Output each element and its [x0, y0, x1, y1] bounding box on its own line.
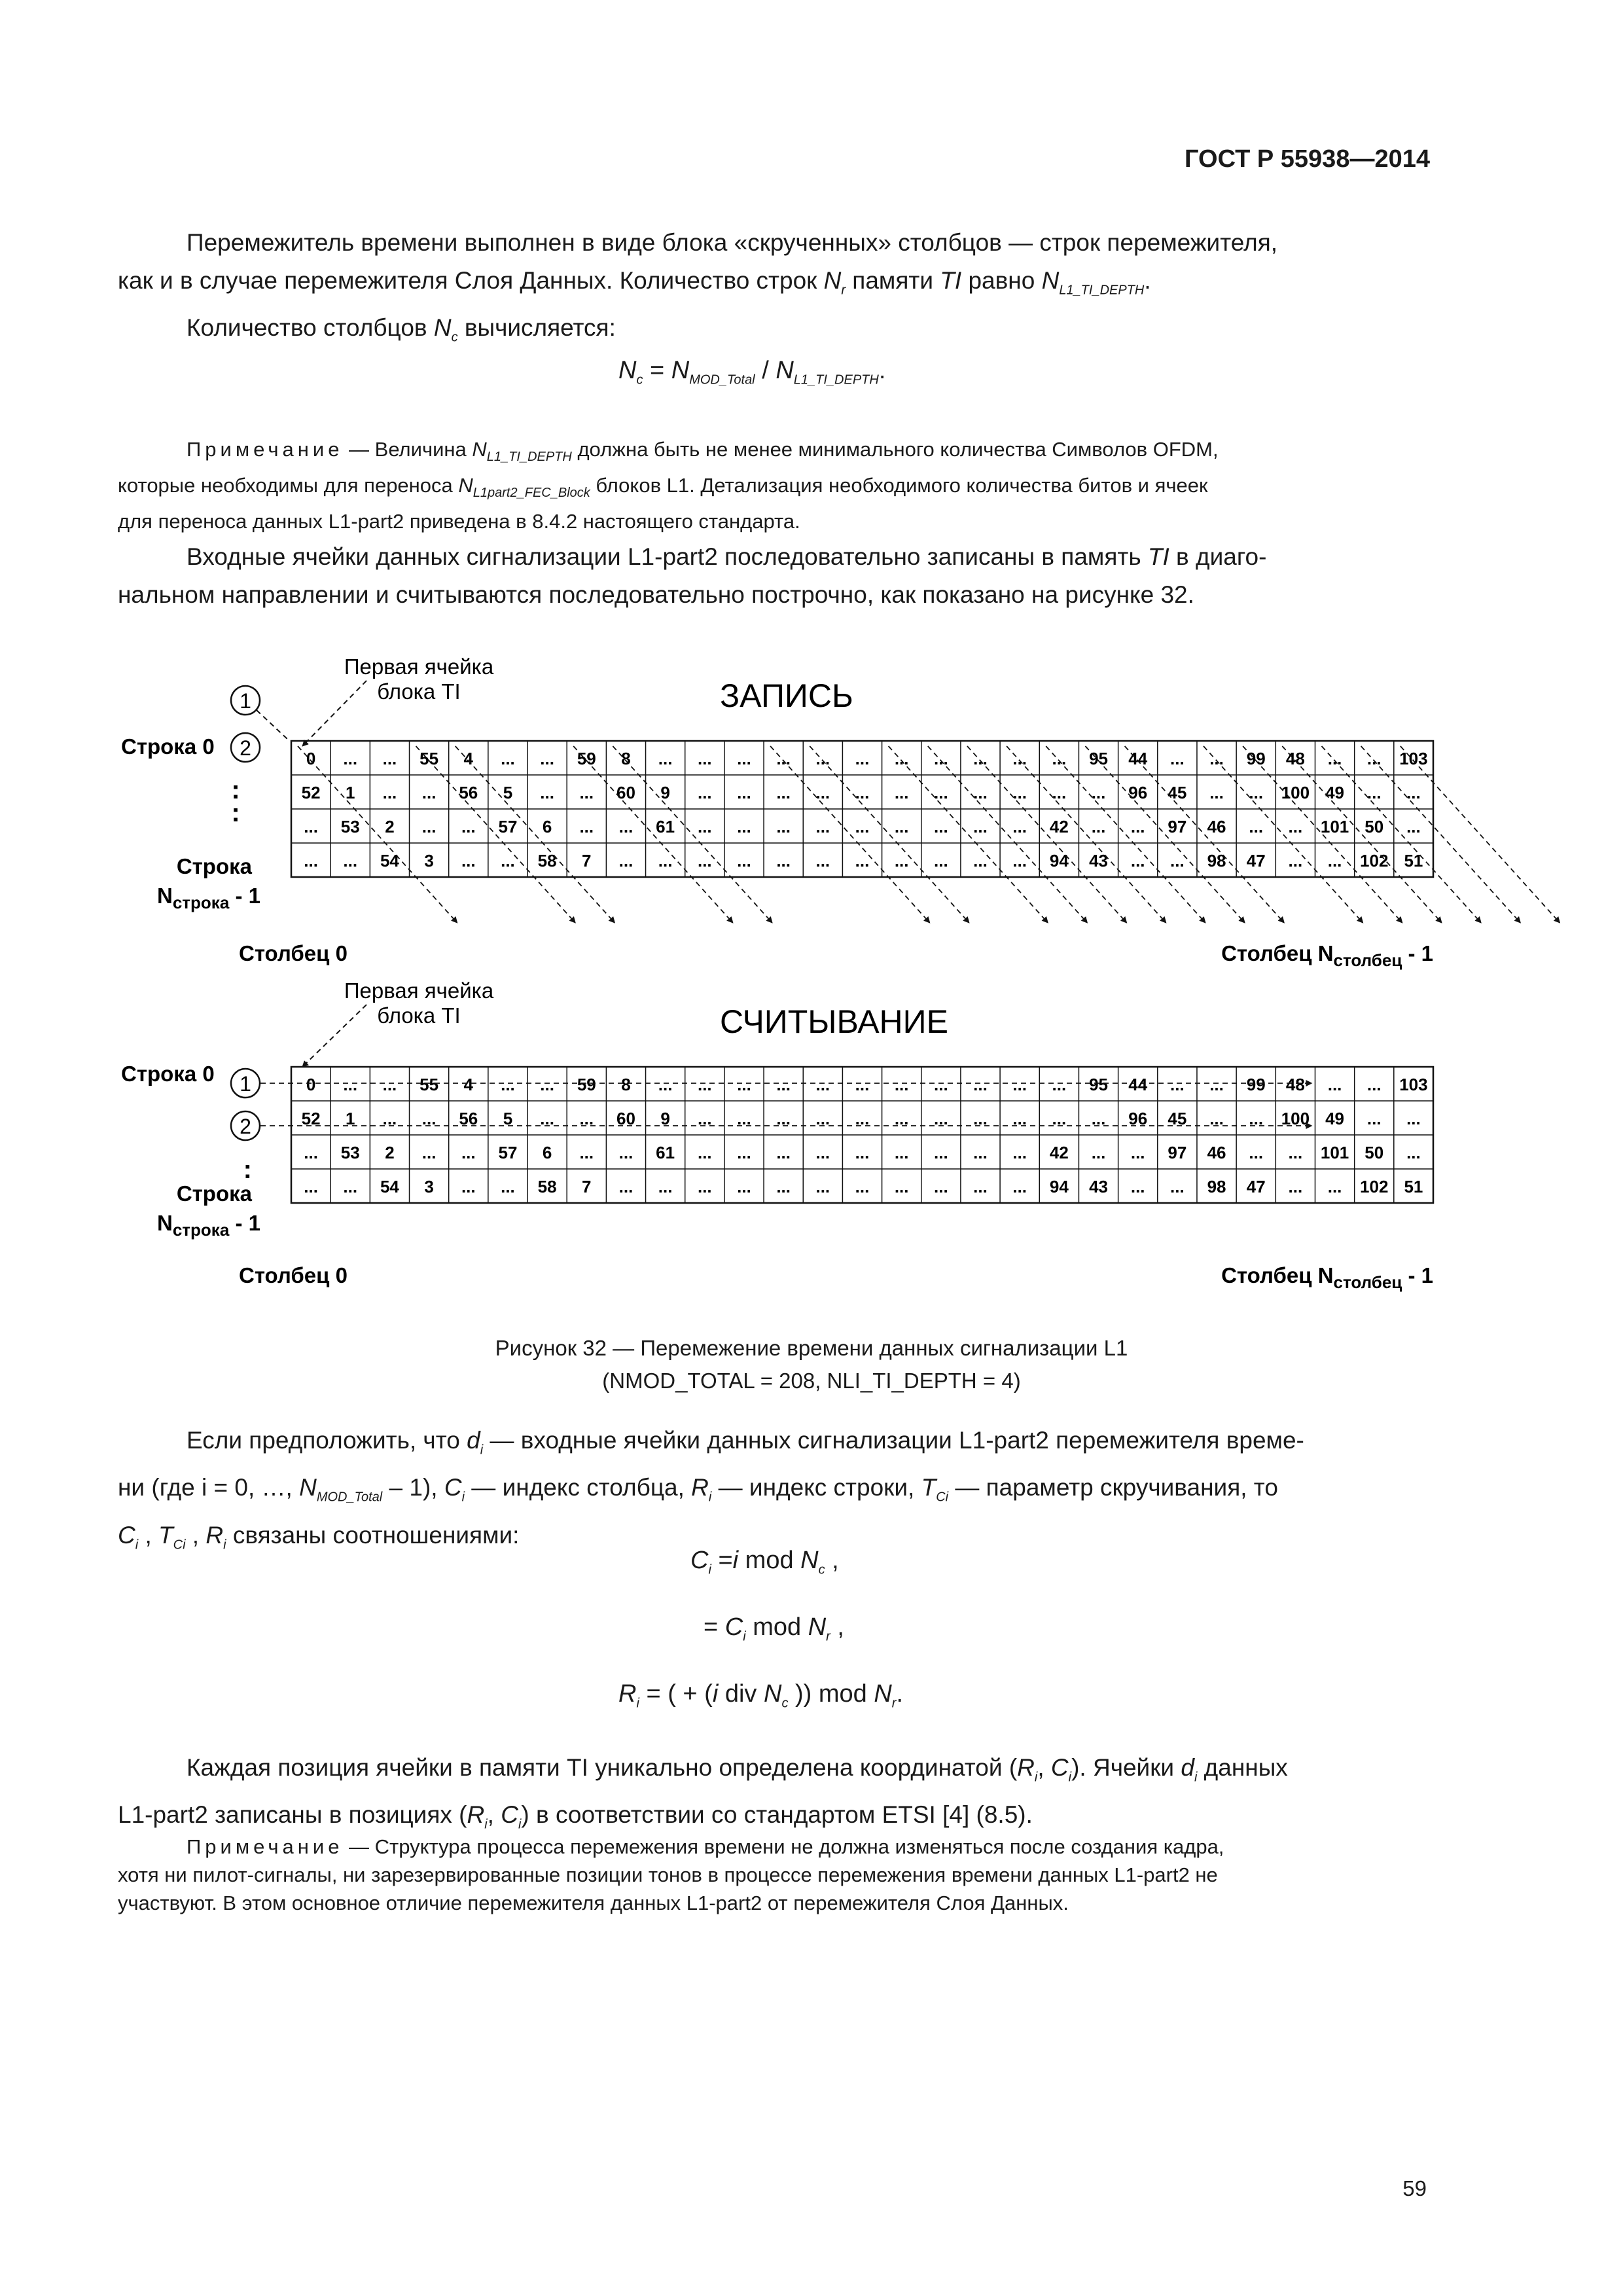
- write-cell: ...: [1288, 817, 1303, 836]
- write-cell: 57: [498, 817, 518, 836]
- p3-line2: ни (где i = 0, …, $N_{MOD\_Total} - 1$), $C_i$ — индекс столбца, $R_i$ — индекс строки, $T_{Ci}$ — параметр скручивания, то: [118, 1474, 1278, 1505]
- read-cell: ...: [776, 1075, 791, 1094]
- write-cell: 0: [306, 749, 316, 768]
- write-cell: 45: [1168, 783, 1187, 802]
- read-cell: 49: [1325, 1109, 1345, 1128]
- read-cell: ...: [1091, 1143, 1106, 1162]
- p1-line2: как и в случае перемежителя Слоя Данных. Количество строк $N_r$ памяти TI равно $N_{L1\_TI\_DEPTH}$.: [118, 267, 1151, 298]
- circle-1-write-label: 1: [240, 689, 251, 713]
- write-cell: ...: [1012, 851, 1027, 870]
- write-cell: ...: [894, 749, 909, 768]
- write-cell: ...: [1170, 851, 1185, 870]
- caption-line-2: (NMOD_TOTAL = 208, NLI_TI_DEPTH = 4): [602, 1369, 1021, 1393]
- read-cell: ...: [382, 1075, 397, 1094]
- read-cell: ...: [1209, 1075, 1224, 1094]
- read-cell: ...: [618, 1143, 633, 1162]
- read-cell: 100: [1281, 1109, 1310, 1128]
- read-cell: 98: [1207, 1177, 1226, 1196]
- p4-line2: L1-part2 записаны в позициях ($R_i$, $C_i$) в соответствии со стандартом ETSI [4] (8.5).: [118, 1801, 1033, 1832]
- read-cell: ...: [697, 1075, 712, 1094]
- note2-line3: участвуют. В этом основное отличие перемежителя данных L1-part2 от перемежителя Слоя Данных.: [118, 1892, 1069, 1914]
- read-cell: 102: [1360, 1177, 1389, 1196]
- paragraph-3: [118, 1422, 1433, 1564]
- write-cell: 59: [577, 749, 596, 768]
- write-cell: ...: [894, 783, 909, 802]
- write-cell: ...: [973, 783, 988, 802]
- write-first-cell-label-1: Первая ячейка: [344, 655, 494, 679]
- write-cell: ...: [1091, 783, 1106, 802]
- read-cell: 61: [656, 1143, 675, 1162]
- read-cell: 55: [419, 1075, 439, 1094]
- circle-2-write-label: 2: [240, 736, 251, 760]
- read-cell: 54: [380, 1177, 399, 1196]
- write-colN-label: Столбец $N_{столбец} - 1$: [1221, 941, 1433, 970]
- read-cell: ...: [343, 1177, 358, 1196]
- read-cell: ...: [1130, 1177, 1145, 1196]
- read-cell: ...: [815, 1143, 830, 1162]
- read-cell: ...: [501, 1075, 515, 1094]
- write-cell: 7: [582, 851, 592, 870]
- read-cell: ...: [618, 1177, 633, 1196]
- read-cell: ...: [1012, 1143, 1027, 1162]
- read-cell: 97: [1168, 1143, 1187, 1162]
- read-cell: ...: [461, 1177, 476, 1196]
- read-cell: ...: [421, 1109, 437, 1128]
- write-cell: ...: [855, 783, 870, 802]
- write-cell: ...: [934, 851, 948, 870]
- write-cell: 96: [1128, 783, 1148, 802]
- read-cell: 46: [1207, 1143, 1226, 1162]
- read-cell: ...: [934, 1177, 948, 1196]
- read-cell: 42: [1049, 1143, 1069, 1162]
- write-cell: ...: [421, 817, 437, 836]
- read-cell: 2: [385, 1143, 395, 1162]
- write-cell: 100: [1281, 783, 1310, 802]
- read-cell: 4: [463, 1075, 474, 1094]
- write-cell: ...: [618, 817, 633, 836]
- write-cell: 3: [424, 851, 434, 870]
- read-cell: 94: [1049, 1177, 1069, 1196]
- read-cell: ...: [421, 1143, 437, 1162]
- write-cell: ...: [304, 817, 318, 836]
- write-cell: ...: [1249, 817, 1264, 836]
- read-cell: ...: [304, 1143, 318, 1162]
- write-cell: ...: [1209, 783, 1224, 802]
- read-cell: 58: [537, 1177, 557, 1196]
- read-cell: 101: [1320, 1143, 1349, 1162]
- read-cell: ...: [1327, 1177, 1342, 1196]
- write-cell: ...: [343, 851, 358, 870]
- write-rowN-label-1: Строка: [176, 854, 252, 878]
- write-cell: ...: [737, 817, 751, 836]
- write-cell: ...: [540, 749, 554, 768]
- write-cell: 1: [346, 783, 355, 802]
- write-cell: 51: [1404, 851, 1423, 870]
- page-number: 59: [1402, 2176, 1427, 2200]
- write-cell: ...: [894, 851, 909, 870]
- read-cell: ...: [894, 1075, 909, 1094]
- write-cell: ...: [973, 851, 988, 870]
- read-cell: ...: [934, 1109, 948, 1128]
- read-cell: ...: [540, 1075, 554, 1094]
- read-cell: 57: [498, 1143, 518, 1162]
- read-cell: ...: [658, 1075, 673, 1094]
- note2-line2: хотя ни пилот-сигналы, ни зарезервированные позиции тонов в процессе перемежения времени данных L1-part2 не: [118, 1863, 1218, 1886]
- read-cell: 9: [660, 1109, 670, 1128]
- read-cell: ...: [815, 1177, 830, 1196]
- read-cell: 45: [1168, 1109, 1187, 1128]
- write-cell: ...: [737, 851, 751, 870]
- write-cell: ...: [1406, 783, 1421, 802]
- write-cell: ...: [697, 851, 712, 870]
- write-cell: 5: [503, 783, 513, 802]
- read-cell: ...: [934, 1143, 948, 1162]
- write-diagonal-arrow: [1361, 746, 1521, 923]
- write-cell: 50: [1364, 817, 1384, 836]
- write-cell: 4: [463, 749, 474, 768]
- read-cell: ...: [894, 1109, 909, 1128]
- read-colN-label: Столбец $N_{столбец} - 1$: [1221, 1263, 1433, 1292]
- read-first-cell-label-2: блока TI: [377, 1003, 461, 1028]
- read-col0-label: Столбец 0: [239, 1263, 348, 1287]
- write-cell: 55: [419, 749, 439, 768]
- p2-line1: Входные ячейки данных сигнализации L1-part2 последовательно записаны в память TI в диаго-: [187, 543, 1267, 570]
- read-cell: ...: [737, 1177, 751, 1196]
- write-cell: ...: [855, 851, 870, 870]
- read-cell: ...: [934, 1075, 948, 1094]
- write-cell: ...: [697, 749, 712, 768]
- write-cell: ...: [815, 749, 830, 768]
- write-cell: 101: [1320, 817, 1349, 836]
- read-table: [291, 1067, 1433, 1203]
- read-cell: ...: [1052, 1109, 1067, 1128]
- write-cell: ...: [855, 749, 870, 768]
- read-cell: 3: [424, 1177, 434, 1196]
- write-cell: ...: [540, 783, 554, 802]
- read-cell: ...: [973, 1143, 988, 1162]
- write-cell: ...: [382, 783, 397, 802]
- read-cell: ...: [855, 1177, 870, 1196]
- read-cell: ...: [973, 1109, 988, 1128]
- write-cell: ...: [501, 749, 515, 768]
- read-cell: 8: [621, 1075, 631, 1094]
- read-cell: 7: [582, 1177, 592, 1196]
- write-cell: ...: [1288, 851, 1303, 870]
- read-cell: ...: [894, 1177, 909, 1196]
- write-cell: ...: [1327, 851, 1342, 870]
- read-cell: ...: [737, 1075, 751, 1094]
- read-cell: 0: [306, 1075, 316, 1094]
- read-cell: 44: [1128, 1075, 1148, 1094]
- read-cell: ...: [776, 1177, 791, 1196]
- read-cell: 47: [1246, 1177, 1266, 1196]
- p4-line1: Каждая позиция ячейки в памяти TI уникально определена координатой ($R_i$, $C_i$). Ячейки $d_i$ данных: [187, 1754, 1288, 1785]
- write-cell: 42: [1049, 817, 1069, 836]
- write-cell: ...: [461, 817, 476, 836]
- write-cell: 43: [1089, 851, 1108, 870]
- write-rowN-label-2: $N_{строка} - 1$: [157, 884, 260, 912]
- read-cell: 43: [1089, 1177, 1108, 1196]
- write-cell: ...: [1012, 817, 1027, 836]
- write-cell: ...: [1091, 817, 1106, 836]
- read-rowN-label-1: Строка: [176, 1181, 252, 1206]
- write-cell: ...: [934, 817, 948, 836]
- read-cell: ...: [855, 1109, 870, 1128]
- figure-caption: [0, 1332, 1623, 1397]
- read-cell: ...: [855, 1075, 870, 1094]
- read-cell: ...: [815, 1109, 830, 1128]
- write-cell: ...: [973, 749, 988, 768]
- circle-2-read-label: 2: [240, 1115, 251, 1138]
- write-cell: ...: [1170, 749, 1185, 768]
- p1-line1: Перемежитель времени выполнен в виде блока «скрученных» столбцов — строк перемежителя,: [187, 229, 1278, 256]
- note1-line2: которые необходимы для переноса $N_{L1part2\_FEC\_Block}$ блоков L1. Детализация необходимого количества битов и ячеек: [118, 474, 1208, 501]
- write-cell: ...: [697, 783, 712, 802]
- read-cell: 56: [459, 1109, 478, 1128]
- read-cell: 53: [340, 1143, 360, 1162]
- write-cell: ...: [658, 851, 673, 870]
- read-cell: 99: [1246, 1075, 1266, 1094]
- write-cell: 103: [1399, 749, 1428, 768]
- equation-tci: = $C_i$ mod $N_r$ ,: [704, 1613, 844, 1644]
- write-cell: ...: [1366, 749, 1382, 768]
- read-cell: 1: [346, 1109, 355, 1128]
- read-cell: 95: [1089, 1075, 1108, 1094]
- write-cell: ...: [934, 749, 948, 768]
- read-cell: 52: [301, 1109, 321, 1128]
- read-vdots: :: [243, 1155, 252, 1184]
- read-cell: ...: [382, 1109, 397, 1128]
- write-cell: 54: [380, 851, 399, 870]
- write-cell: ...: [776, 817, 791, 836]
- write-cell: ...: [1406, 817, 1421, 836]
- read-cell: ...: [1130, 1143, 1145, 1162]
- write-cell: ...: [1249, 783, 1264, 802]
- write-cell: 44: [1128, 749, 1148, 768]
- write-cell: ...: [579, 817, 594, 836]
- read-cell: ...: [1091, 1109, 1106, 1128]
- write-cell: ...: [1130, 851, 1145, 870]
- write-cell: 61: [656, 817, 675, 836]
- write-cell: 53: [340, 817, 360, 836]
- read-cell: ...: [461, 1143, 476, 1162]
- read-cell: ...: [697, 1143, 712, 1162]
- equation-ci: $C_i =i$ mod $N_c$ ,: [690, 1547, 839, 1577]
- write-cell: 60: [616, 783, 635, 802]
- write-cell: ...: [697, 817, 712, 836]
- read-cell: ...: [501, 1177, 515, 1196]
- read-cell: 6: [542, 1143, 552, 1162]
- write-cell: ...: [1209, 749, 1224, 768]
- write-cell: 2: [385, 817, 395, 836]
- write-cell: ...: [501, 851, 515, 870]
- write-cell: ...: [894, 817, 909, 836]
- read-cell: ...: [1170, 1177, 1185, 1196]
- document-id: ГОСТ Р 55938—2014: [1185, 145, 1430, 173]
- write-cell: ...: [1012, 749, 1027, 768]
- write-cell: ...: [1052, 749, 1067, 768]
- write-cell: ...: [382, 749, 397, 768]
- write-cell: ...: [776, 783, 791, 802]
- write-cell: 94: [1049, 851, 1069, 870]
- write-cell: 46: [1207, 817, 1226, 836]
- read-cell: ...: [776, 1109, 791, 1128]
- write-cell: ...: [461, 851, 476, 870]
- write-cell: ...: [421, 783, 437, 802]
- write-cell: ...: [618, 851, 633, 870]
- write-cell: 95: [1089, 749, 1108, 768]
- read-cell: 48: [1285, 1075, 1305, 1094]
- read-cell: ...: [579, 1143, 594, 1162]
- read-title: СЧИТЫВАНИЕ: [720, 1003, 948, 1040]
- write-cell: ...: [1327, 749, 1342, 768]
- write-cell: ...: [815, 851, 830, 870]
- read-cell: ...: [343, 1075, 358, 1094]
- write-cell: 56: [459, 783, 478, 802]
- read-cell: 50: [1364, 1143, 1384, 1162]
- write-cell: 98: [1207, 851, 1226, 870]
- write-cell: ...: [1012, 783, 1027, 802]
- read-cell: ...: [1366, 1109, 1382, 1128]
- write-cell: ...: [973, 817, 988, 836]
- read-cell: ...: [540, 1109, 554, 1128]
- write-diagonal-arrow: [1400, 746, 1560, 923]
- note2-line1: Примечание — Структура процесса перемежения времени не должна изменяться после создания кадра,: [187, 1835, 1224, 1858]
- write-cell: ...: [579, 783, 594, 802]
- read-cell: ...: [1366, 1075, 1382, 1094]
- read-cell: ...: [1327, 1075, 1342, 1094]
- read-first-cell-label-1: Первая ячейка: [344, 978, 494, 1003]
- read-cell: ...: [973, 1075, 988, 1094]
- write-cell: ...: [855, 817, 870, 836]
- note1-line1: Примечание — Величина $N_{L1\_TI\_DEPTH}$ должна быть не менее минимального количества Символов OFDM,: [187, 438, 1219, 465]
- write-cell: 9: [660, 783, 670, 802]
- paragraph-4: [118, 1749, 1433, 1844]
- read-cell: ...: [1012, 1075, 1027, 1094]
- write-cell: ...: [737, 783, 751, 802]
- read-cell: ...: [1012, 1109, 1027, 1128]
- read-cell: 5: [503, 1109, 513, 1128]
- read-cell: ...: [1249, 1143, 1264, 1162]
- write-cell: ...: [343, 749, 358, 768]
- write-cell: 8: [621, 749, 631, 768]
- write-row0-label: Строка 0: [121, 734, 215, 759]
- read-row0-label: Строка 0: [121, 1062, 215, 1086]
- read-cell: 59: [577, 1075, 596, 1094]
- read-cell: ...: [304, 1177, 318, 1196]
- read-cell: ...: [776, 1143, 791, 1162]
- read-cell: 60: [616, 1109, 635, 1128]
- write-cell: ...: [934, 783, 948, 802]
- write-cell: 97: [1168, 817, 1187, 836]
- read-cell: ...: [697, 1109, 712, 1128]
- write-cell: ...: [1052, 783, 1067, 802]
- formula-nc: $N_c = N_{MOD\_Total} / N_{L1\_TI\_DEPTH}$.: [618, 357, 886, 387]
- read-cell: 96: [1128, 1109, 1148, 1128]
- write-cell: ...: [1366, 783, 1382, 802]
- read-cell: ...: [1406, 1109, 1421, 1128]
- write-cell: ...: [815, 783, 830, 802]
- write-table: [291, 741, 1433, 877]
- p2-line2: нальном направлении и считываются последовательно построчно, как показано на рисунке 32.: [118, 581, 1194, 608]
- read-cell: ...: [1012, 1177, 1027, 1196]
- circle-1-read-label: 1: [240, 1072, 251, 1096]
- write-vdots-2: :: [231, 798, 240, 827]
- read-cell: ...: [737, 1143, 751, 1162]
- read-cell: ...: [1288, 1177, 1303, 1196]
- write-cell: 49: [1325, 783, 1345, 802]
- write-cell: 58: [537, 851, 557, 870]
- write-cell: 48: [1285, 749, 1305, 768]
- write-cell: ...: [1130, 817, 1145, 836]
- write-col0-label: Столбец 0: [239, 941, 348, 965]
- read-cell: ...: [855, 1143, 870, 1162]
- write-cell: ...: [658, 749, 673, 768]
- write-cell: 6: [542, 817, 552, 836]
- write-cell: 47: [1246, 851, 1266, 870]
- write-cell: 99: [1246, 749, 1266, 768]
- read-cell: ...: [973, 1177, 988, 1196]
- equation-ri: $R_i$ = ( + (i div $N_c$ )) mod $N_r$.: [618, 1680, 904, 1711]
- write-cell: 102: [1360, 851, 1389, 870]
- write-title: ЗАПИСЬ: [720, 677, 853, 714]
- read-cell: ...: [815, 1075, 830, 1094]
- write-first-cell-label-2: блока TI: [377, 679, 461, 704]
- write-cell: ...: [737, 749, 751, 768]
- p3-line3: $C_i$ , $T_{Ci}$ , $R_i$ связаны соотношениями:: [118, 1521, 520, 1552]
- p1-line3: Количество столбцов $N_c$ вычисляется:: [187, 314, 616, 345]
- write-vdots-1: :: [231, 776, 240, 804]
- write-cell: ...: [776, 851, 791, 870]
- read-cell: ...: [1170, 1075, 1185, 1094]
- read-rowN-label-2: $N_{строка} - 1$: [157, 1211, 260, 1240]
- read-cell: 103: [1399, 1075, 1428, 1094]
- read-cell: ...: [1406, 1143, 1421, 1162]
- p3-line1: Если предположить, что $d_i$ — входные ячейки данных сигнализации L1-part2 перемежителя време-: [187, 1427, 1304, 1458]
- read-cell: ...: [658, 1177, 673, 1196]
- write-cell: ...: [815, 817, 830, 836]
- read-cell: 51: [1404, 1177, 1423, 1196]
- read-cell: ...: [1209, 1109, 1224, 1128]
- read-cell: ...: [697, 1177, 712, 1196]
- read-cell: ...: [1288, 1143, 1303, 1162]
- read-cell: ...: [737, 1109, 751, 1128]
- note-2: [118, 1833, 1433, 1917]
- read-cell: ...: [1249, 1109, 1264, 1128]
- write-cell: 52: [301, 783, 321, 802]
- caption-line-1: Рисунок 32 — Перемежение времени данных сигнализации L1: [495, 1336, 1128, 1360]
- note1-line3: для переноса данных L1-part2 приведена в 8.4.2 настоящего стандарта.: [118, 510, 800, 533]
- read-cell: ...: [894, 1143, 909, 1162]
- write-cell: ...: [776, 749, 791, 768]
- read-cell: ...: [1052, 1075, 1067, 1094]
- write-cell: ...: [304, 851, 318, 870]
- read-cell: ...: [579, 1109, 594, 1128]
